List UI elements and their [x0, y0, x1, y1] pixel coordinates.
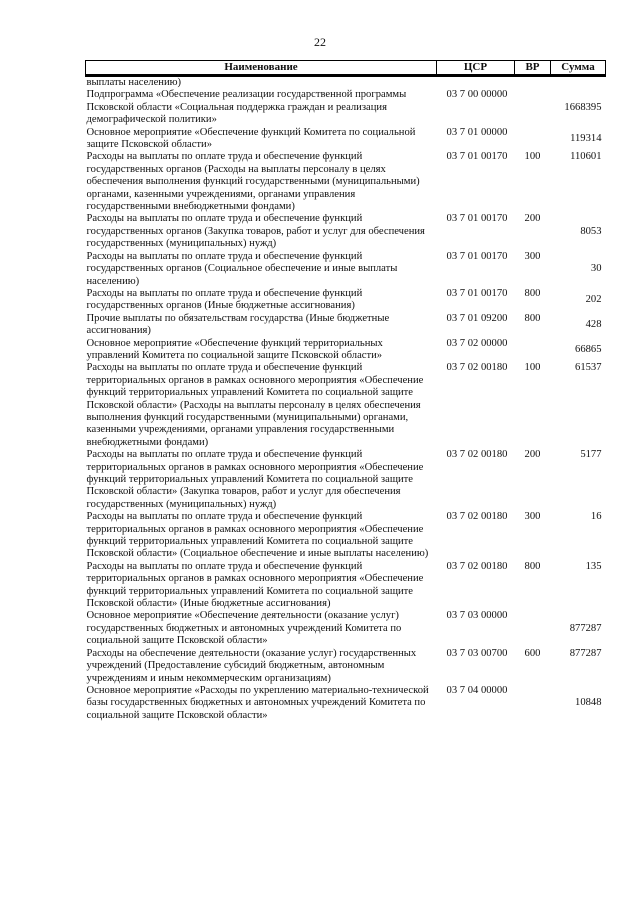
- row-csr: 03 7 02 00180: [446, 511, 508, 523]
- row-sum: 428: [585, 318, 602, 330]
- row-sum: 16: [590, 511, 602, 523]
- table-row: [86, 76, 606, 90]
- column-header-sum: Сумма: [551, 61, 606, 76]
- row-vr: 600: [524, 647, 541, 659]
- row-sum: 135: [585, 560, 602, 572]
- row-vr: [515, 685, 551, 722]
- table-row: [86, 362, 606, 449]
- table-row: [86, 685, 606, 722]
- row-sum: 10848: [575, 697, 602, 709]
- row-name: Расходы на выплаты по оплате труда и обеспечение функций территориальных органов в рамках основного мероприятия «Обеспечение функций территориальных управлений Комитета по социальной защите Псковской области» (Расходы на выплаты персоналу в целях обеспечения выполнения функций государственными (муниципальными) органами, казенными учреждениями, органами управления государственными внебюджетными фондами): [86, 362, 424, 448]
- row-csr: 03 7 01 09200: [446, 312, 508, 324]
- table-row: [86, 449, 606, 511]
- row-name: Расходы на выплаты по оплате труда и обеспечение функций государственных органов (Расходы на выплаты персоналу в целях обеспечения выполнения функций государственными (муниципальными) органами, казенными учреждениями, органами управления государственными внебюджетными фондами): [86, 151, 420, 213]
- row-csr: 03 7 03 00000: [446, 610, 508, 622]
- row-sum: 30: [590, 263, 602, 275]
- row-sum: [551, 76, 606, 90]
- row-csr: 03 7 04 00000: [446, 684, 508, 696]
- row-sum: 202: [585, 294, 602, 306]
- row-csr: 03 7 01 00170: [446, 213, 508, 225]
- row-vr: [515, 89, 551, 126]
- row-vr: [515, 338, 551, 363]
- table-row: [86, 89, 606, 126]
- row-name: выплаты населению): [86, 77, 182, 88]
- page-number: 22: [314, 35, 326, 49]
- row-vr: 100: [524, 362, 541, 374]
- row-vr: 300: [524, 250, 541, 262]
- row-name: Основное мероприятие «Обеспечение функций территориальных управлений Комитета по социальной защите Псковской области»: [86, 337, 383, 361]
- table-row: [86, 610, 606, 647]
- row-vr: 300: [524, 511, 541, 523]
- row-name: Расходы на выплаты по оплате труда и обеспечение функций территориальных органов в рамках основного мероприятия «Обеспечение функций территориальных управлений Комитета по социальной защите Псковской области» (Социальное обеспечение и иные выплаты населению): [86, 511, 429, 560]
- column-header-name: Наименование: [86, 61, 437, 76]
- row-name: Расходы на обеспечение деятельности (оказание услуг) государственных учреждений (Предоставление субсидий бюджетным, автономным учреждениям и иным некоммерческим организациям): [86, 647, 417, 684]
- table-row: [86, 648, 606, 685]
- table-row: [86, 313, 606, 338]
- row-csr: 03 7 02 00180: [446, 362, 508, 374]
- row-sum: 61537: [575, 362, 602, 374]
- budget-table: [85, 60, 606, 722]
- row-sum: 877287: [569, 647, 602, 659]
- row-name: Основное мероприятие «Обеспечение деятельности (оказание услуг) государственных бюджетных и автономных учреждений Комитета по социальной защите Псковской области»: [86, 610, 402, 647]
- row-csr: 03 7 02 00180: [446, 560, 508, 572]
- table-row: [86, 561, 606, 611]
- row-sum: 66865: [575, 343, 602, 355]
- row-vr: 200: [524, 213, 541, 225]
- table-row: [86, 338, 606, 363]
- row-csr: 03 7 01 00170: [446, 287, 508, 299]
- row-sum: 1668395: [564, 101, 602, 113]
- row-csr: 03 7 01 00170: [446, 151, 508, 163]
- row-csr: [437, 76, 515, 90]
- table-row: [86, 511, 606, 561]
- row-name: Расходы на выплаты по оплате труда и обеспечение функций государственных органов (Иные бюджетные ассигнования): [86, 287, 363, 312]
- row-csr: 03 7 01 00000: [446, 126, 508, 138]
- row-csr: 03 7 03 00700: [446, 647, 508, 659]
- table-row: [86, 251, 606, 288]
- row-vr: 200: [524, 449, 541, 461]
- row-vr: 100: [524, 151, 541, 163]
- row-name: Расходы на выплаты по оплате труда и обеспечение функций территориальных органов в рамках основного мероприятия «Обеспечение функций территориальных управлений Комитета по социальной защите Псковской области» (Иные бюджетные ассигнования): [86, 560, 424, 610]
- row-csr: 03 7 01 00170: [446, 250, 508, 262]
- row-name: Подпрограмма «Обеспечение реализации государственной программы Псковской области «Социальная поддержка граждан и реализация демографической политики»: [86, 89, 407, 126]
- row-name: Расходы на выплаты по оплате труда и обеспечение функций территориальных органов в рамках основного мероприятия «Обеспечение функций территориальных управлений Комитета по социальной защите Псковской области» (Закупка товаров, работ и услуг для обеспечения государственных (муниципальных) нужд): [86, 449, 424, 510]
- row-sum: 110601: [570, 151, 602, 163]
- row-vr: [515, 610, 551, 647]
- row-name: Основное мероприятие «Расходы по укреплению материально-технической базы государственных бюджетных и автономных учреждений Комитета по социальной защите Псковской области»: [86, 684, 429, 721]
- table-row: [86, 151, 606, 213]
- column-header-csr: ЦСР: [437, 61, 515, 76]
- column-header-vr: ВР: [515, 61, 551, 76]
- row-name: Прочие выплаты по обязательствам государства (Иные бюджетные ассигнования): [86, 312, 390, 337]
- row-name: Основное мероприятие «Обеспечение функций Комитета по социальной защите Псковской области»: [86, 126, 416, 151]
- table-row: [86, 127, 606, 152]
- row-sum: 877287: [569, 622, 602, 634]
- row-csr: 03 7 02 00180: [446, 449, 508, 461]
- table-row: [86, 288, 606, 313]
- row-sum: 8053: [580, 225, 602, 237]
- row-vr: 800: [524, 287, 541, 299]
- row-name: Расходы на выплаты по оплате труда и обеспечение функций государственных органов (Закупка товаров, работ и услуг для обеспечения государственных (муниципальных) нужд): [86, 213, 425, 250]
- table-row: [86, 213, 606, 250]
- row-vr: [515, 76, 551, 90]
- row-name: Расходы на выплаты по оплате труда и обеспечение функций государственных органов (Социальное обеспечение и иные выплаты населению): [86, 250, 398, 287]
- row-vr: [515, 127, 551, 152]
- table-header-row: [86, 61, 606, 76]
- row-csr: 03 7 02 00000: [446, 337, 508, 349]
- row-csr: 03 7 00 00000: [446, 89, 508, 101]
- row-sum: 119314: [570, 132, 602, 144]
- row-vr: 800: [524, 312, 541, 324]
- row-sum: 5177: [580, 449, 602, 461]
- row-vr: 800: [524, 560, 541, 572]
